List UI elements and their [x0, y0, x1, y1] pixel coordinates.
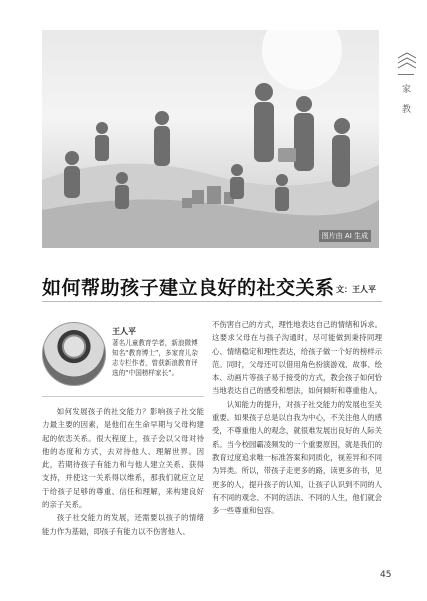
page-number: 45	[380, 570, 392, 580]
body-column-left	[42, 405, 204, 538]
body-column-right	[212, 318, 382, 517]
family-picnic-illustration	[42, 30, 379, 248]
section-divider	[398, 74, 414, 75]
body-paragraph: 如何发展孩子的社交能力？影响孩子社交能力最主要的因素，是他们在生命早期与父母构建起的依恋关系。很大程度上，孩子会以父母对待他的态度和方式，去对待他人、理解世界。因此，若期待孩子有能力和与他人建立关系、获得支持，并使这一关系得以维系，那我们就应立足于给孩子足够的尊重、信任和理解，来构建良好的亲子关系。	[42, 407, 204, 510]
section-chevron-icon	[396, 52, 418, 72]
article-title: 如何帮助孩子建立良好的社交关系	[42, 277, 335, 299]
title-divider	[42, 301, 382, 302]
author-bio	[42, 322, 202, 402]
body-paragraph: 不伤害自己的方式，理性地表达自己的情绪和诉求。这要求父母在与孩子沟通时，尽可能做到秉持同理心、情绪稳定和理性表达，给孩子做一个好的榜样示范。同时，父母还可以借用角色扮演游戏、故事、绘本、动画片等孩子易于接受的方式，教会孩子如何恰当地表达自己的感受和想法，如何倾听和尊重他人。	[212, 320, 382, 396]
hero-illustration	[42, 30, 379, 248]
author-name: 王人平	[112, 327, 136, 336]
section-label: 家 教	[402, 85, 412, 115]
image-credit: 图片由 AI 生成	[319, 230, 371, 242]
author-avatar	[42, 322, 106, 386]
body-paragraph: 孩子社交能力的发展，还需要以孩子的情绪能力作为基础，即孩子有能力以不伤害他人、	[42, 513, 204, 536]
author-description: 著名儿童教育学者，新浪微博知名“教育博士”，多家育儿杂志专栏作者，曾获新浪教育评选的“中国榜样家长”。	[112, 339, 198, 377]
body-paragraph: 认知能力的提升，对孩子社交能力的发展也至关重要。如果孩子总是以自我为中心，不关注他人的感受，不尊重他人的观念，就很难发展出良好的人际关系。当今校园霸凌频发的一个重要原因，就是我们的教育过度追求唯一标准答案和同质化，视差异和不同为异类。所以，带孩子走更多的路，读更多的书，见更多的人，提升孩子的认知，让孩子认识到不同的人有不同的观念、不同的活法、不同的人生，他们就会多一些尊重和包容。	[212, 399, 383, 516]
bio-divider	[42, 396, 204, 397]
article-byline: 文：王人平	[336, 285, 376, 294]
